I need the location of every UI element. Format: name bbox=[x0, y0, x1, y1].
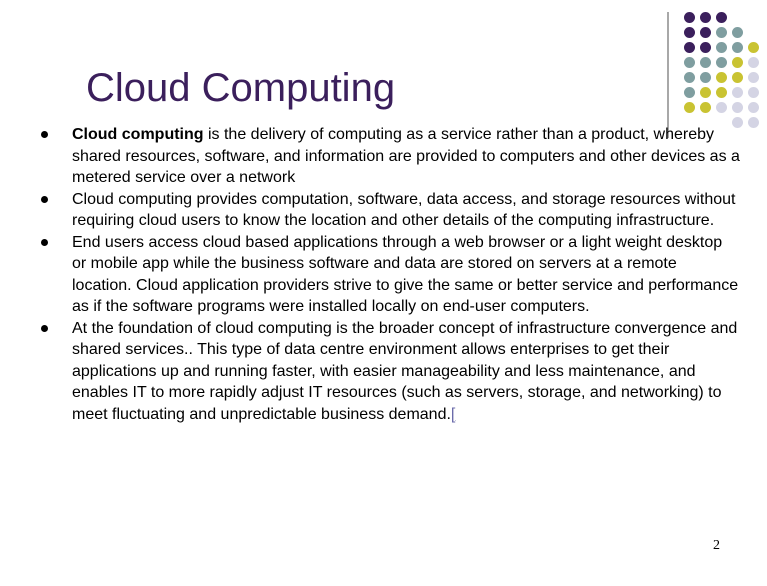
decorative-dot bbox=[700, 72, 711, 83]
decorative-dot bbox=[732, 72, 743, 83]
decorative-dot bbox=[716, 87, 727, 98]
decorative-dot bbox=[748, 57, 759, 68]
bullet-text: End users access cloud based applications through a web browser or a light weight desktop or mobile app while the business software and data are stored on servers at a remote location. Cloud application providers strive to give the same or better service and performance as if the software programs were installed locally on end-user computers. bbox=[72, 233, 739, 315]
citation-link[interactable]: [ bbox=[450, 405, 456, 423]
decorative-dot bbox=[700, 57, 711, 68]
bullet-lead-term: Cloud computing bbox=[72, 126, 204, 143]
decorative-dot bbox=[716, 42, 727, 53]
decorative-dot bbox=[732, 57, 743, 68]
bullet-text: is the delivery of computing as a service rather than a product, whereby shared resources, software, and information are provided to computers and other devices as a metered service over a network bbox=[72, 126, 740, 186]
decorative-dot bbox=[716, 27, 727, 38]
decorative-dot bbox=[684, 42, 695, 53]
decorative-dot bbox=[684, 12, 695, 23]
decorative-dot bbox=[732, 87, 743, 98]
decorative-dot bbox=[684, 72, 695, 83]
bullet-item bbox=[40, 189, 740, 232]
decorative-dot bbox=[684, 87, 695, 98]
decorative-dot bbox=[748, 117, 759, 128]
decorative-dot bbox=[700, 12, 711, 23]
bullet-icon bbox=[41, 131, 48, 138]
bullet-list bbox=[40, 124, 740, 425]
decorative-dot bbox=[684, 57, 695, 68]
decorative-dot bbox=[684, 102, 695, 113]
decorative-dot bbox=[716, 12, 727, 23]
slide-title: Cloud Computing bbox=[86, 66, 396, 110]
decorative-dot bbox=[700, 42, 711, 53]
bullet-icon bbox=[41, 196, 48, 203]
bullet-item bbox=[40, 232, 740, 318]
bullet-item bbox=[40, 124, 740, 189]
decorative-dot bbox=[748, 102, 759, 113]
decorative-dot bbox=[732, 27, 743, 38]
bullet-text: At the foundation of cloud computing is the broader concept of infrastructure convergence and shared services.. This type of data centre environment allows enterprises to get their applications up and running faster, with easier manageability and less maintenance, and enables IT to more rapidly adjust IT resources (such as servers, storage, and networking) to meet fluctuating and unpredictable business demand. bbox=[72, 319, 738, 423]
decorative-dot bbox=[700, 102, 711, 113]
decorative-dot bbox=[732, 42, 743, 53]
decorative-dot bbox=[716, 57, 727, 68]
bullet-item bbox=[40, 318, 740, 426]
decorative-dot bbox=[748, 87, 759, 98]
decorative-dot bbox=[748, 42, 759, 53]
decorative-dot bbox=[700, 87, 711, 98]
decorative-dot bbox=[732, 102, 743, 113]
decorative-divider-line bbox=[667, 12, 669, 138]
decorative-dot bbox=[700, 27, 711, 38]
page-number: 2 bbox=[713, 538, 720, 553]
bullet-icon bbox=[41, 239, 48, 246]
decorative-dot bbox=[716, 102, 727, 113]
bullet-icon bbox=[41, 325, 48, 332]
decorative-dot bbox=[716, 72, 727, 83]
decorative-dot bbox=[684, 27, 695, 38]
bullet-text: Cloud computing provides computation, software, data access, and storage resources without requiring cloud users to know the location and other details of the computing infrastructure. bbox=[72, 190, 736, 229]
decorative-dot bbox=[748, 72, 759, 83]
